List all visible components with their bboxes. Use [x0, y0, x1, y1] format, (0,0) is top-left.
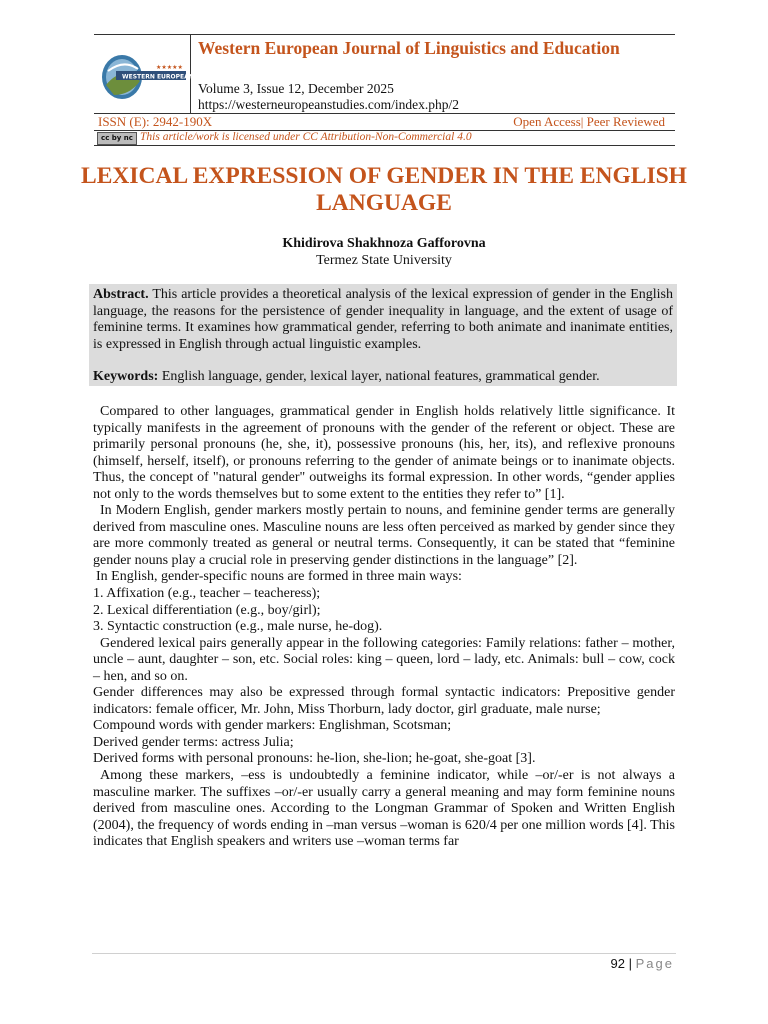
page-number: 92 [610, 956, 626, 971]
page-separator: | [625, 956, 636, 971]
journal-url[interactable]: https://westerneuropeanstudies.com/index.php/2 [198, 97, 459, 112]
journal-title: Western European Journal of Linguistics and Education [198, 38, 620, 58]
abstract [93, 287, 673, 353]
paragraph: Derived gender terms: actress Julia; [93, 734, 294, 750]
page-footer [611, 956, 674, 972]
footer-divider [92, 953, 676, 954]
journal-header-top [94, 34, 675, 114]
paragraph: Compared to other languages, grammatical gender in English holds relatively little significance. It typically manifests in the agreement of pronouns with the gender of the referent or object. These are primarily personal pronouns (he, she, it), possessive pronouns (his, her, its), and reflexive pronouns (himself, herself, itself), or pronouns referring to the gender of animate beings or to inanimate objects. Thus, the concept of "natural gender" outweighs its formal expression. In other words, “gender applies not only to the words themselves but to some extent to the entities they refer to” [1]. [93, 404, 675, 502]
author-name: Khidirova Shakhnoza Gafforovna [282, 236, 486, 251]
abstract-label: Abstract. [93, 287, 149, 302]
list-item: 1. Affixation (e.g., teacher – teacheress); [93, 586, 321, 602]
abstract-box [89, 284, 677, 386]
issn-row [94, 113, 675, 131]
journal-header [94, 34, 675, 146]
abstract-text: This article provides a theoretical analysis of the lexical expression of gender in the English language, the reasons for the persistence of gender inequality in language, and the extent of usage of feminine terms. It examines how grammatical gender, referring to both animate and inanimate entities, is expressed in English through actual linguistic examples. [93, 287, 673, 352]
list-item: 3. Syntactic construction (e.g., male nurse, he-dog). [93, 619, 383, 635]
paragraph: Gendered lexical pairs generally appear in the following categories: Family relations: father – mother, uncle – aunt, daughter – son, etc. Social roles: king – queen, lord – lady, etc. Animals: bull – cow, cock – hen, and so on. [93, 635, 675, 684]
paragraph: Among these markers, –ess is undoubtedly a feminine indicator, while –or/-er is not always a masculine marker. The suffixes –or/-er usually carry a general meaning and may form feminine nouns derived from masculine ones. According to the Longman Grammar of Spoken and Written English (2004), the frequency of words ending in –man versus –woman is 620/4 per one million words [4]. This indicates that English speakers and writers use –woman terms far [93, 768, 675, 850]
article-body [93, 404, 675, 851]
volume-issue: Volume 3, Issue 12, December 2025 [198, 81, 394, 96]
paragraph: Compound words with gender markers: Englishman, Scotsman; [93, 718, 452, 734]
paragraph: Gender differences may also be expressed through formal syntactic indicators: Prepositive gender indicators: female officer, Mr. John, Miss Thorburn, lady doctor, girl graduate, male nurse; [93, 685, 675, 717]
paragraph: Derived forms with personal pronouns: he-lion, she-lion; he-goat, she-goat [3]. [93, 751, 536, 767]
svg-text:★★★★★: ★★★★★ [156, 64, 183, 71]
article-title: LEXICAL EXPRESSION OF GENDER IN THE ENGLISH LANGUAGE [81, 163, 687, 216]
open-access-label: Open Access| Peer Reviewed [513, 114, 665, 129]
keywords-label: Keywords: [93, 369, 159, 384]
keywords [93, 369, 673, 386]
journal-logo-icon [100, 51, 225, 107]
license-row [94, 130, 675, 146]
cc-license-icon[interactable]: cc by nc [97, 132, 137, 145]
list-item: 2. Lexical differentiation (e.g., boy/girl); [93, 602, 321, 618]
page-label: Page [635, 956, 674, 971]
author-affiliation: Termez State University [316, 253, 452, 268]
logo-cell [94, 35, 225, 114]
logo-text: WESTERN EUROPEAN STUDIES [122, 73, 225, 81]
keywords-text: English language, gender, lexical layer, national features, grammatical gender. [158, 369, 600, 384]
paragraph: In Modern English, gender markers mostly pertain to nouns, and feminine gender terms are generally derived from masculine ones. Masculine nouns are less often perceived as marked by gender since they are more commonly treated as general or neutral terms. Consequently, it can be stated that “feminine gender nouns play a crucial role in preserving gender distinctions in the language” [2]. [93, 503, 675, 568]
paragraph: In English, gender-specific nouns are formed in three main ways: [96, 569, 462, 585]
issn: ISSN (E): 2942-190X [98, 114, 213, 129]
license-text[interactable]: This article/work is licensed under CC Attribution-Non-Commercial 4.0 [140, 131, 472, 143]
